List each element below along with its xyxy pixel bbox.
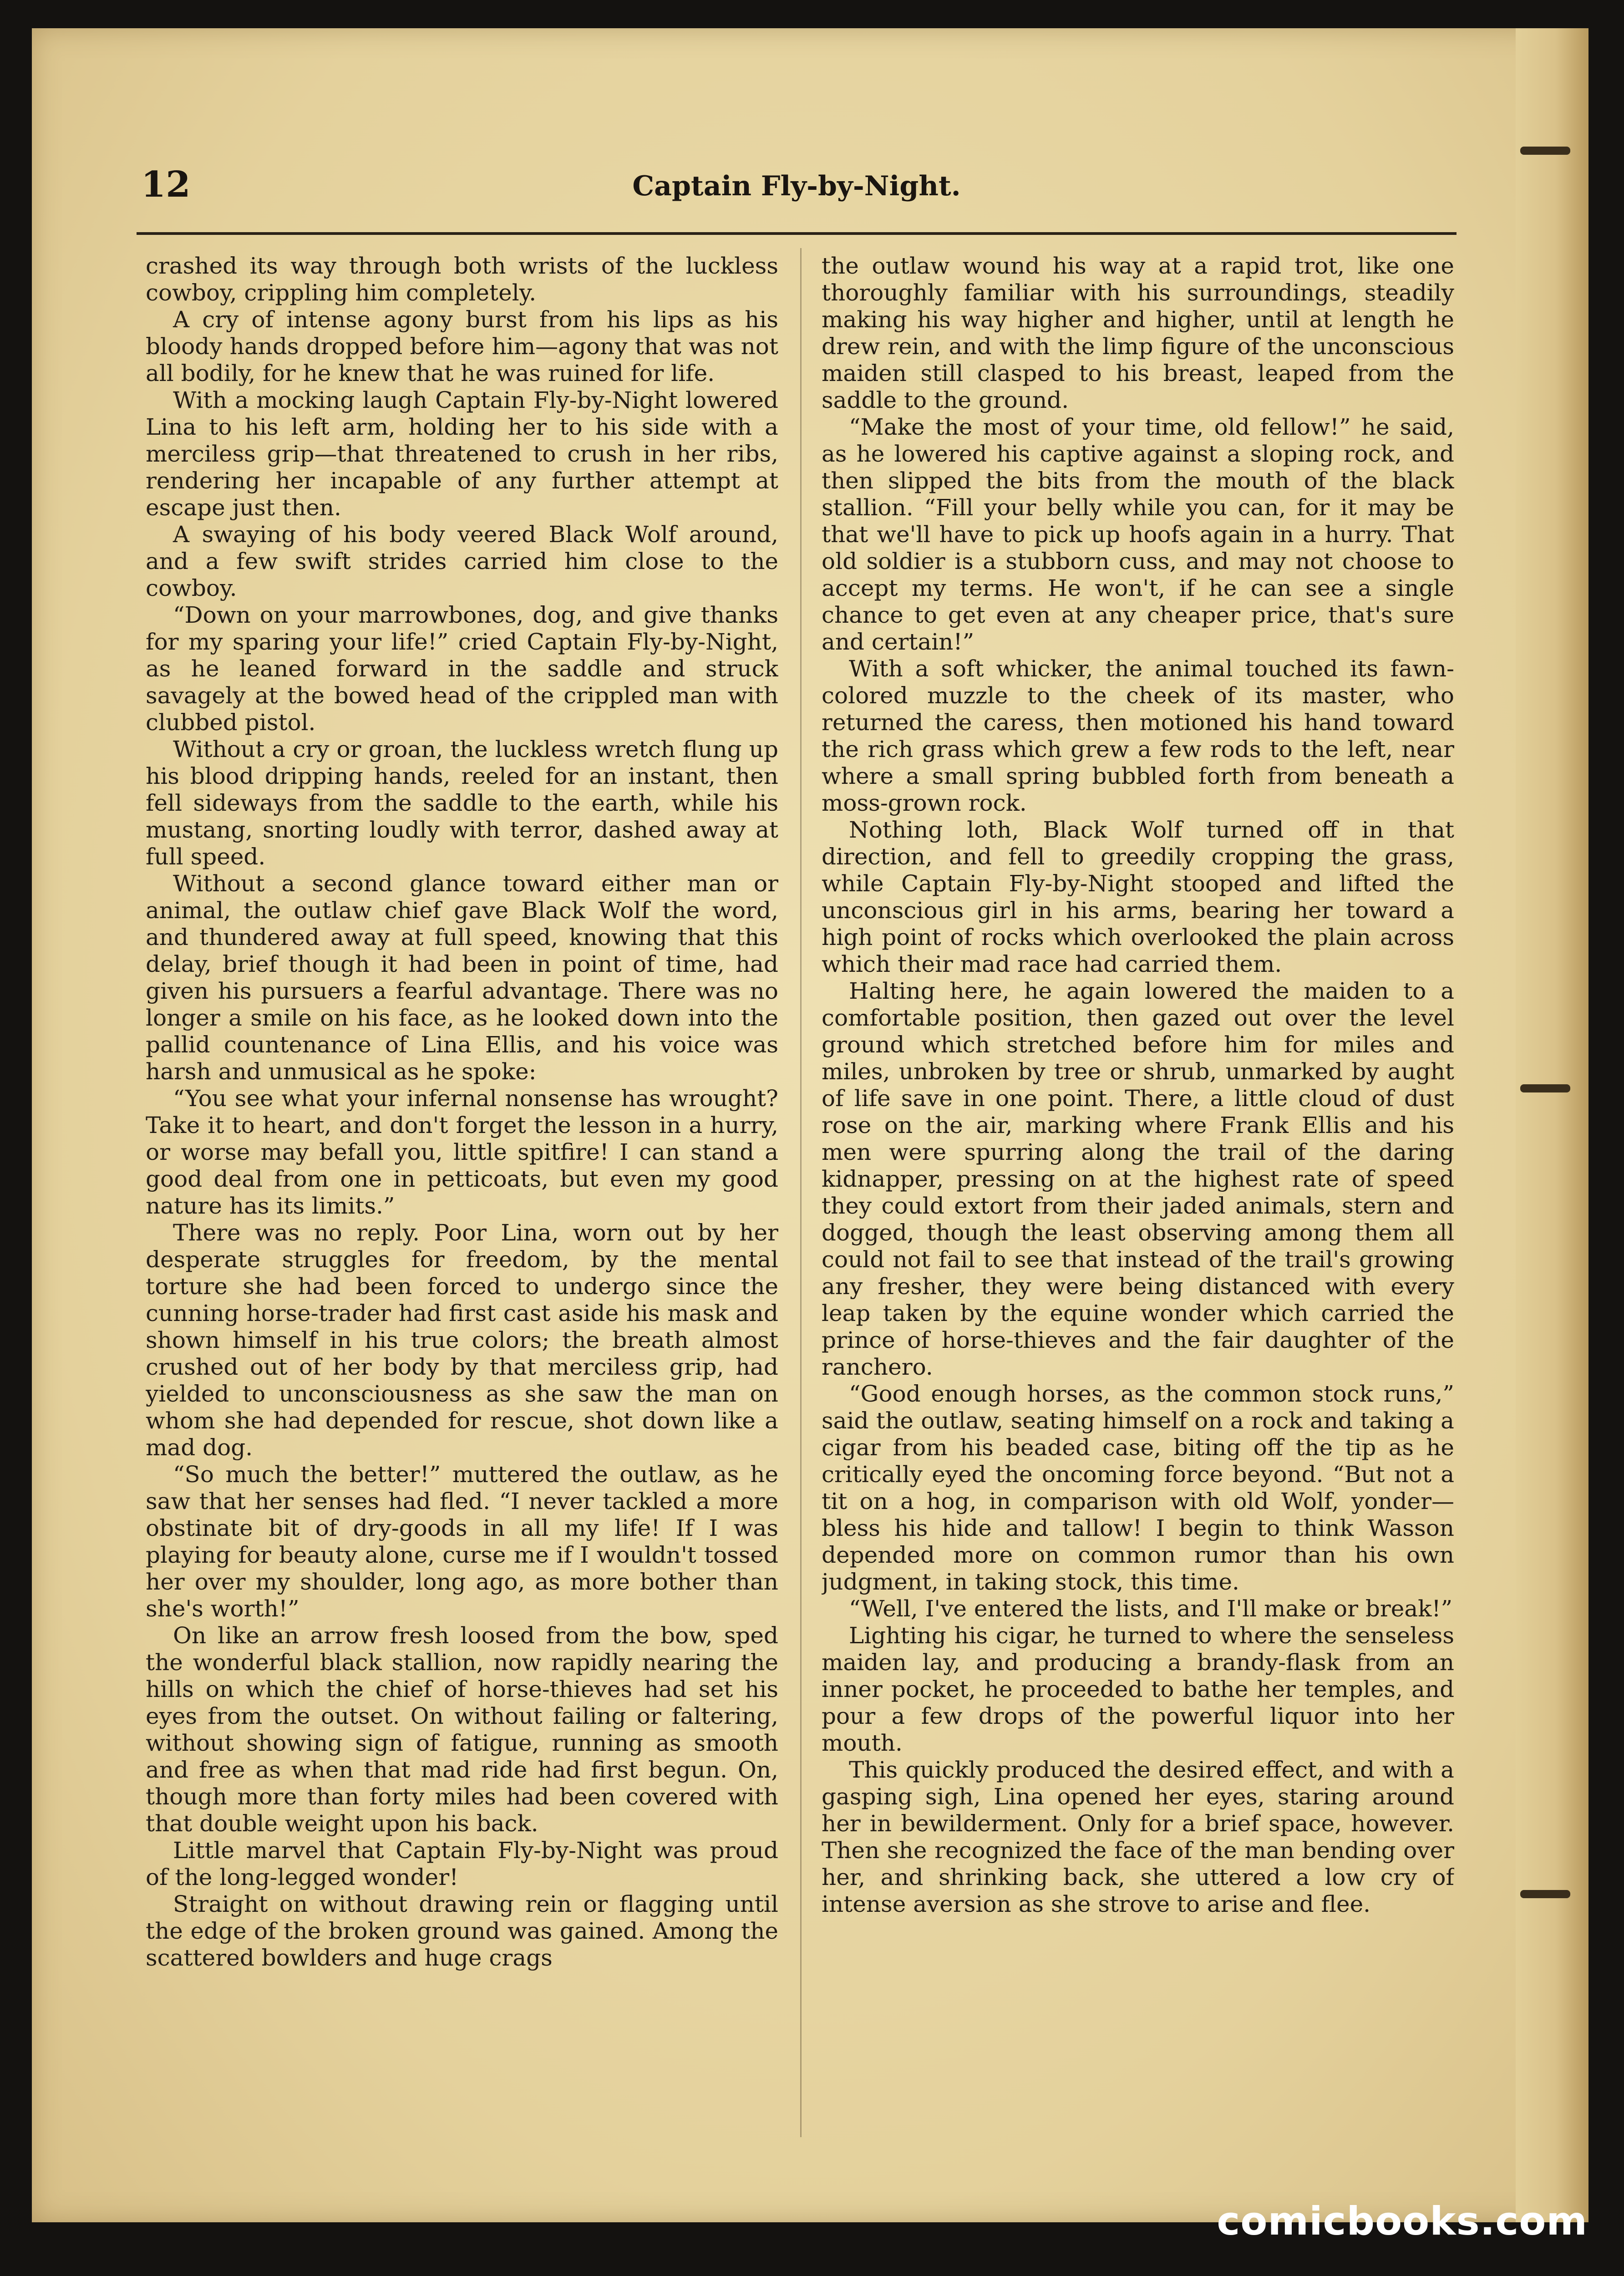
right-paragraph-9: This quickly produced the desired effect, and with a gasping sigh, Lina opened her eyes, staring around her in bewilderment. Only for a brief space, however. Then she recognized the face of the man bending over her, and shrinking back, she uttered a low cry of intense aversion as she strove to arise and flee. <box>822 1757 1454 1917</box>
left-column <box>146 253 778 2155</box>
page-header <box>137 164 1457 218</box>
site-watermark: comicbooks.com <box>1217 2199 1588 2244</box>
left-paragraph-1: crashed its way through both wrists of the luckless cowboy, crippling him completely. <box>146 253 778 306</box>
staple-bottom <box>1520 1890 1570 1898</box>
right-paragraph-5: Halting here, he again lowered the maiden to a comfortable position, then gazed out over the level ground which stretched before him for miles and miles, unbroken by tree or shrub, unmarked by aught of life save in one point. There, a little cloud of dust rose on the air, marking where Frank Ellis and his men were spurring along the trail of the daring kidnapper, pressing on at the highest rate of speed they could extort from their jaded animals, stern and dogged, though the least observing among them all could not fail to see that instead of the trail's growing any fresher, they were being distanced with every leap taken by the equine wonder which carried the prince of horse-thieves and the fair daughter of the ranchero. <box>822 978 1454 1380</box>
left-paragraph-8: “You see what your infernal nonsense has wrought? Take it to heart, and don't forget the lesson in a hurry, or worse may befall you, little spitfire! I can stand a good deal from one in petticoats, but even my good nature has its limits.” <box>146 1085 778 1219</box>
column-divider <box>800 248 802 2137</box>
left-paragraph-4: A swaying of his body veered Black Wolf around, and a few swift strides carried him close to the cowboy. <box>146 521 778 601</box>
left-paragraph-5: “Down on your marrowbones, dog, and give thanks for my sparing your life!” cried Captain Fly-by-Night, as he leaned forward in the saddle and struck savagely at the bowed head of the crippled man with clubbed pistol. <box>146 602 778 736</box>
right-paragraph-8: Lighting his cigar, he turned to where the senseless maiden lay, and producing a brandy-flask from an inner pocket, he proceeded to bathe her temples, and pour a few drops of the powerful liquor into her mouth. <box>822 1622 1454 1756</box>
left-paragraph-6: Without a cry or groan, the luckless wretch flung up his blood dripping hands, reeled for an instant, then fell sideways from the saddle to the earth, while his mustang, snorting loudly with terror, dashed away at full speed. <box>146 736 778 870</box>
staple-top <box>1520 147 1570 155</box>
left-paragraph-9: There was no reply. Poor Lina, worn out by her desperate struggles for freedom, by the mental torture she had been forced to undergo since the cunning horse-trader had first cast aside his mask and shown himself in his true colors; the breath almost crushed out of her body by that merciless grip, had yielded to unconsciousness as she saw the man on whom she had depended for rescue, shot down like a mad dog. <box>146 1219 778 1461</box>
right-paragraph-6: “Good enough horses, as the common stock runs,” said the outlaw, seating himself on a rock and taking a cigar from his beaded case, biting off the tip as he critically eyed the oncoming force beyond. “But not a tit on a hog, in comparison with old Wolf, yonder—bless his hide and tallow! I begin to think Wasson depended more on common rumor than his own judgment, in taking stock, this time. <box>822 1381 1454 1595</box>
left-paragraph-3: With a mocking laugh Captain Fly-by-Night lowered Lina to his left arm, holding her to his side with a merciless grip—that threatened to crush in her ribs, rendering her incapable of any further attempt at escape just then. <box>146 387 778 521</box>
left-paragraph-13: Straight on without drawing rein or flagging until the edge of the broken ground was gained. Among the scattered bowlders and huge crags <box>146 1891 778 1971</box>
right-paragraph-7: “Well, I've entered the lists, and I'll make or break!” <box>849 1595 1453 1622</box>
left-paragraph-11: On like an arrow fresh loosed from the bow, sped the wonderful black stallion, now rapidly nearing the hills on which the chief of horse-thieves had set his eyes from the outset. On without failing or faltering, without showing sign of fatigue, running as smooth and free as when that mad ride had first begun. On, though more than forty miles had been covered with that double weight upon his back. <box>146 1622 778 1837</box>
page-binding <box>1516 28 1588 2222</box>
right-paragraph-3: With a soft whicker, the animal touched its fawn-colored muzzle to the cheek of its master, who returned the caress, then motioned his hand toward the rich grass which grew a few rods to the left, near where a small spring bubbled forth from beneath a moss-grown rock. <box>822 655 1454 816</box>
right-paragraph-4: Nothing loth, Black Wolf turned off in that direction, and fell to greedily cropping the grass, while Captain Fly-by-Night stooped and lifted the unconscious girl in his arms, bearing her toward a high point of rocks which overlooked the plain across which their mad race had carried them. <box>822 817 1454 977</box>
right-column <box>822 253 1454 2155</box>
left-paragraph-12: Little marvel that Captain Fly-by-Night was proud of the long-legged wonder! <box>146 1837 778 1890</box>
running-title: Captain Fly-by-Night. <box>632 170 961 202</box>
left-paragraph-7: Without a second glance toward either man or animal, the outlaw chief gave Black Wolf the word, and thundered away at full speed, knowing that this delay, brief though it had been in point of time, had given his pursuers a fearful advantage. There was no longer a smile on his face, as he looked down into the pallid countenance of Lina Ellis, and his voice was harsh and unmusical as he spoke: <box>146 870 778 1085</box>
right-paragraph-2: “Make the most of your time, old fellow!” he said, as he lowered his captive against a sloping rock, and then slipped the bits from the mouth of the black stallion. “Fill your belly while you can, for it may be that we'll have to pick up hoofs again in a hurry. That old soldier is a stubborn cuss, and may not choose to accept my terms. He won't, if he can see a single chance to get even at any cheaper price, that's sure and certain!” <box>822 414 1454 655</box>
page-number: 12 <box>141 164 191 205</box>
header-rule <box>137 232 1457 235</box>
right-paragraph-1: the outlaw wound his way at a rapid trot, like one thoroughly familiar with his surroundings, steadily making his way higher and higher, until at length he drew rein, and with the limp figure of the unconscious maiden still clasped to his breast, leaped from the saddle to the ground. <box>822 253 1454 413</box>
left-paragraph-10: “So much the better!” muttered the outlaw, as he saw that her senses had fled. “I never tackled a more obstinate bit of dry-goods in all my life! If I was playing for beauty alone, curse me if I wouldn't tossed her over my shoulder, long ago, as more bother than she's worth!” <box>146 1461 778 1622</box>
left-paragraph-2: A cry of intense agony burst from his lips as his bloody hands dropped before him—agony that was not all bodily, for he knew that he was ruined for life. <box>146 306 778 386</box>
staple-middle <box>1520 1084 1570 1092</box>
